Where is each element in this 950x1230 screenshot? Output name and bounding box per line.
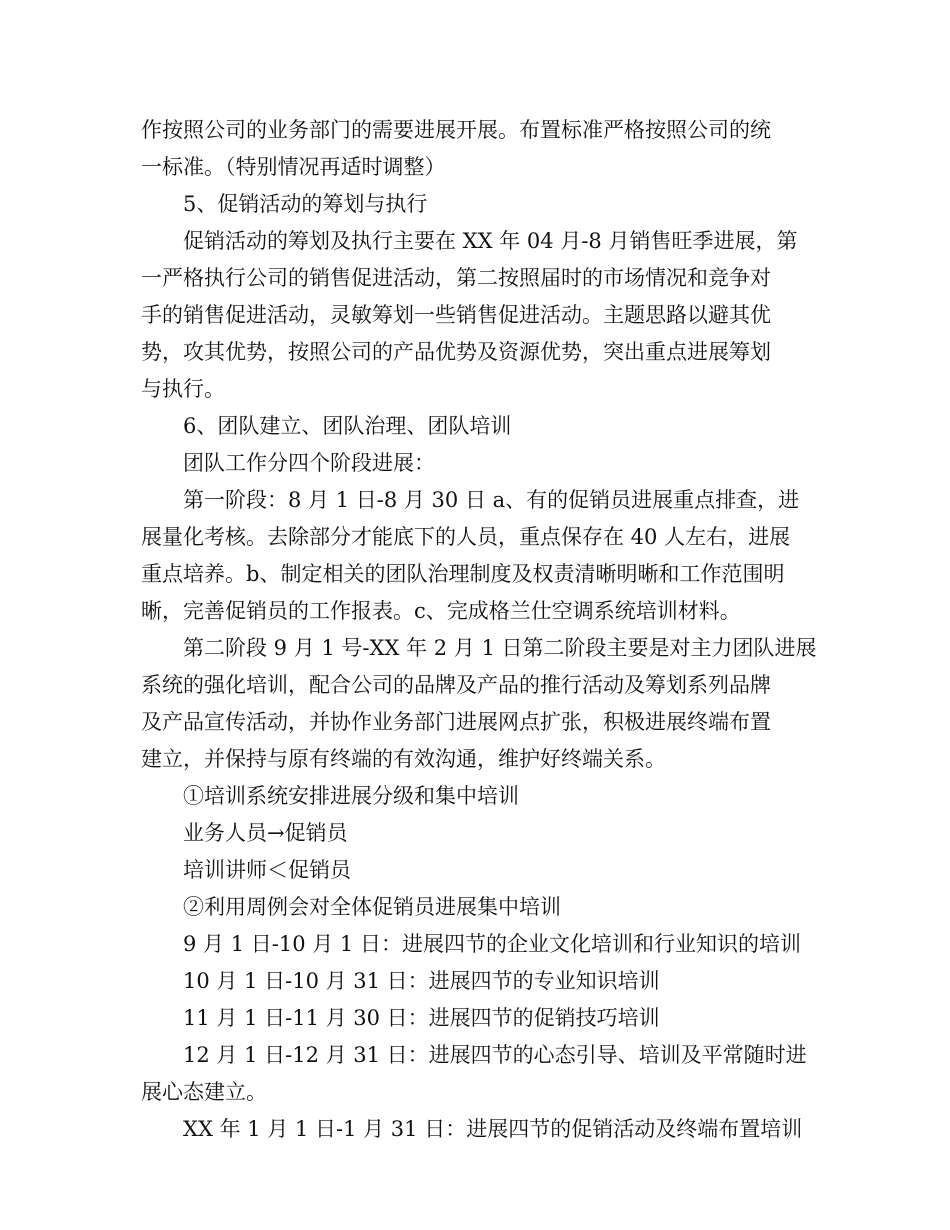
document-body [141, 112, 817, 1148]
schedule-item: 12 月 1 日-12 月 31 日：进展四节的心态引导、培训及平常随时进 [183, 1043, 807, 1067]
list-item: ②利用周例会对全体促销员进展集中培训 [183, 895, 561, 919]
list-item: 业务人员→促销员 [183, 821, 348, 845]
schedule-item: 10 月 1 日-10 月 31 日：进展四节的专业知识培训 [183, 969, 660, 993]
schedule-item: 9 月 1 日-10 月 1 日：进展四节的企业文化培训和行业知识的培训 [183, 932, 801, 956]
text-line: 势，攻其优势，按照公司的产品优势及资源优势，突出重点进展筹划 [141, 340, 771, 364]
text-line: 第二阶段 9 月 1 号-XX 年 2 月 1 日第二阶段主要是对主力团队进展 [183, 636, 817, 660]
text-line: 手的销售促进活动，灵敏筹划一些销售促进活动。主题思路以避其优 [141, 303, 771, 327]
list-item: 培训讲师＜促销员 [183, 858, 351, 882]
text-line: 展心态建立。 [141, 1080, 267, 1104]
text-line: 系统的强化培训，配合公司的品牌及产品的推行活动及筹划系列品牌 [141, 673, 771, 697]
list-item: ①培训系统安排进展分级和集中培训 [183, 784, 519, 808]
text-line: 一标准。（特别情况再适时调整） [141, 155, 446, 179]
text-line: 第一阶段：8 月 1 日-8 月 30 日 a、有的促销员进展重点排查，进 [183, 488, 800, 512]
section-heading: 5、促销活动的筹划与执行 [183, 192, 428, 216]
schedule-item: 11 月 1 日-11 月 30 日：进展四节的促销技巧培训 [183, 1006, 660, 1030]
text-line: 晰，完善促销员的工作报表。c、完成格兰仕空调系统培训材料。 [141, 599, 741, 623]
text-line: 促销活动的筹划及执行主要在 XX 年 04 月-8 月销售旺季进展，第 [183, 229, 798, 253]
text-line: 重点培养。b、制定相关的团队治理制度及权责清晰明晰和工作范围明 [141, 562, 785, 586]
text-line: 作按照公司的业务部门的需要进展开展。布置标准严格按照公司的统 [141, 118, 771, 142]
section-heading: 6、团队建立、团队治理、团队培训 [183, 414, 512, 438]
schedule-item: XX 年 1 月 1 日-1 月 31 日：进展四节的促销活动及终端布置培训 [183, 1117, 803, 1141]
text-line: 展量化考核。去除部分才能底下的人员，重点保存在 40 人左右，进展 [141, 525, 791, 549]
text-line: 建立，并保持与原有终端的有效沟通，维护好终端关系。 [141, 747, 666, 771]
text-line: 及产品宣传活动，并协作业务部门进展网点扩张，积极进展终端布置 [141, 710, 771, 734]
text-line: 团队工作分四个阶段进展： [183, 451, 435, 475]
text-line: 与执行。 [141, 377, 225, 401]
text-line: 一严格执行公司的销售促进活动，第二按照届时的市场情况和竞争对 [141, 266, 771, 290]
